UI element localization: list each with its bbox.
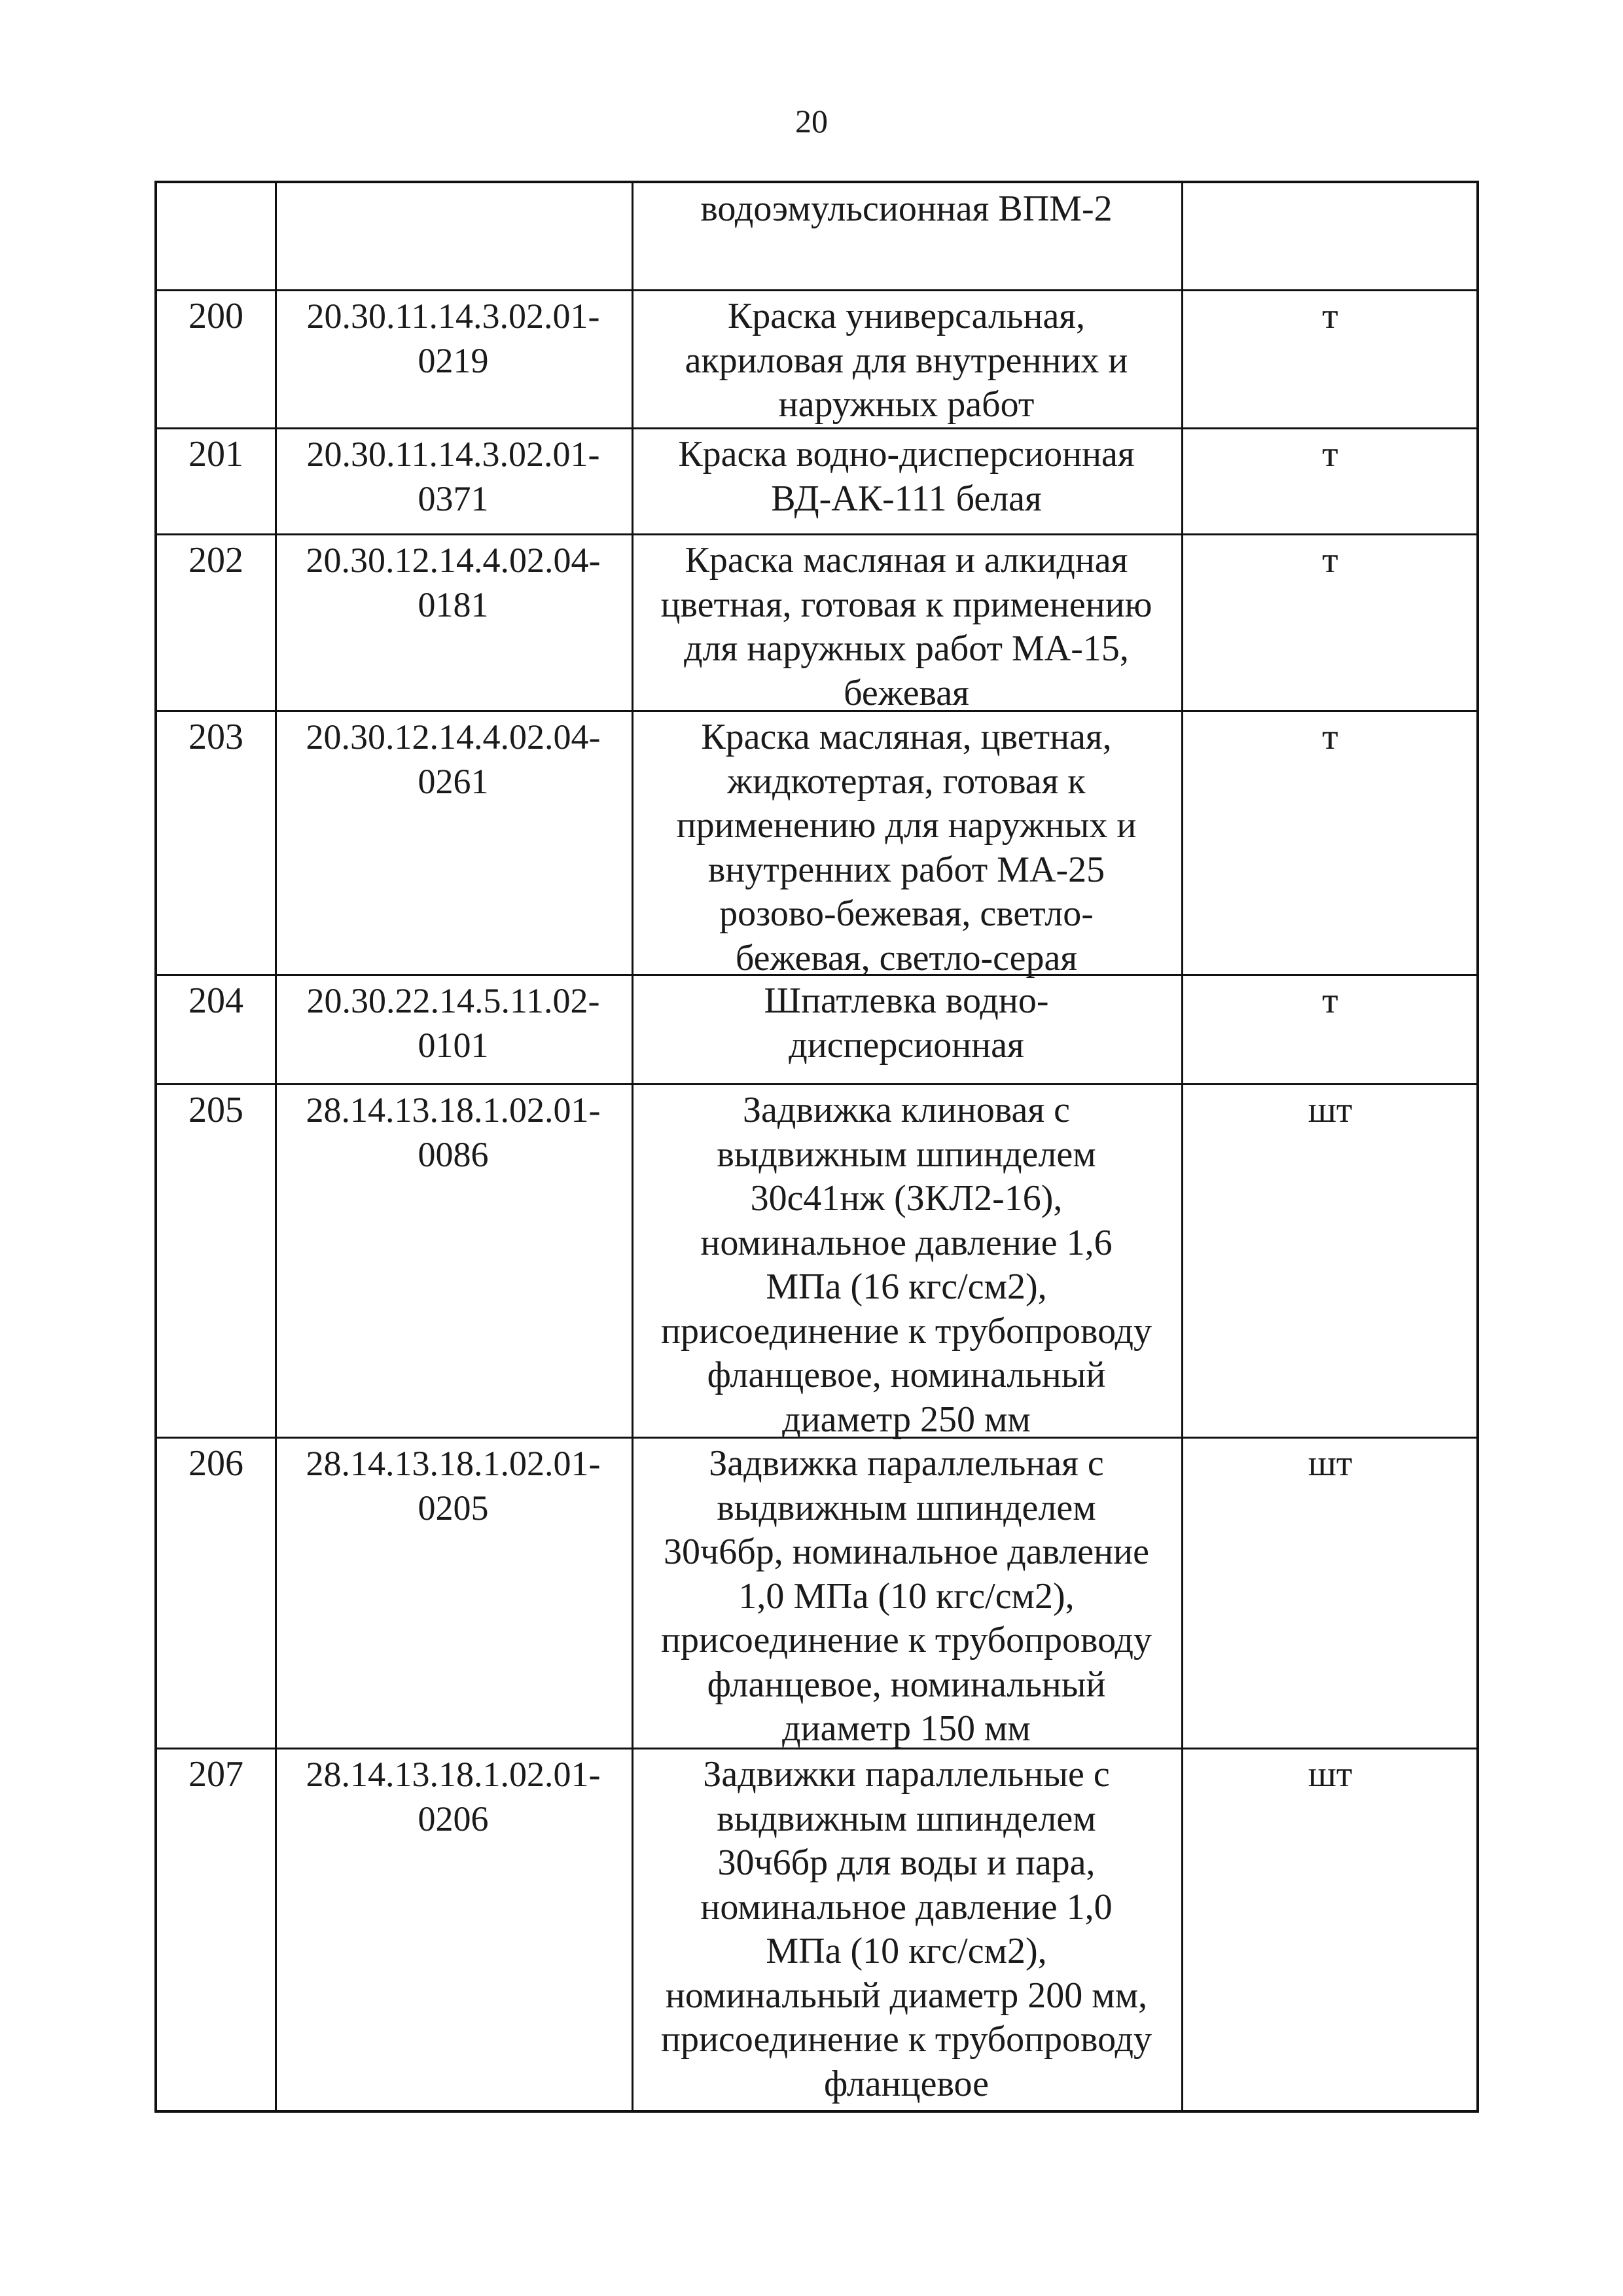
- row-divider: [157, 427, 1476, 429]
- name-line: диаметр 150 мм: [782, 1708, 1031, 1749]
- code-line: 0086: [418, 1134, 489, 1174]
- code-line: 0206: [418, 1799, 489, 1839]
- row-number-cell: [157, 539, 275, 710]
- code-line: 0261: [418, 761, 489, 801]
- unit-cell: [1181, 1088, 1479, 1437]
- name-line: фланцевое, номинальный: [707, 1355, 1106, 1395]
- unit-value: шт: [1308, 1090, 1353, 1130]
- code-cell: [275, 979, 632, 1083]
- row-number-cell: [157, 715, 275, 974]
- row-divider: [157, 289, 1476, 291]
- code-line: 28.14.13.18.1.02.01-: [306, 1444, 601, 1483]
- code-line: 28.14.13.18.1.02.01-: [306, 1090, 601, 1130]
- name-line: розово-бежевая, светло-: [719, 893, 1094, 934]
- code-line: 20.30.22.14.5.11.02-: [306, 981, 600, 1020]
- name-line: выдвижным шпинделем: [717, 1798, 1096, 1839]
- code-line: 20.30.12.14.4.02.04-: [306, 717, 601, 757]
- name-cell: [632, 1753, 1181, 2115]
- row-number: 202: [188, 540, 243, 581]
- name-cell: [632, 433, 1181, 533]
- unit-value: шт: [1308, 1443, 1353, 1484]
- name-line: выдвижным шпинделем: [717, 1487, 1096, 1528]
- name-line: дисперсионная: [789, 1024, 1024, 1066]
- row-number: 204: [188, 980, 243, 1021]
- name-line: МПа (16 кгс/см2),: [766, 1266, 1047, 1307]
- name-line: для наружных работ МА-15,: [684, 628, 1129, 669]
- unit-value: т: [1322, 980, 1338, 1021]
- unit-cell: [1181, 539, 1479, 710]
- name-cell: [632, 1442, 1181, 1748]
- name-line: бежевая: [844, 672, 969, 713]
- name-line: наружных работ: [778, 384, 1035, 425]
- row-number: 205: [188, 1090, 243, 1130]
- unit-value: т: [1322, 434, 1338, 475]
- name-cell: [632, 539, 1181, 713]
- name-line: фланцевое, номинальный: [707, 1664, 1106, 1705]
- row-number-cell: [157, 1088, 275, 1437]
- name-line: присоединение к трубопроводу: [661, 1620, 1152, 1660]
- code-line: 0205: [418, 1488, 489, 1528]
- unit-cell: [1181, 295, 1479, 427]
- unit-cell: [1181, 1442, 1479, 1748]
- materials-table: [154, 181, 1479, 2113]
- name-line: акриловая для внутренних и: [685, 340, 1128, 381]
- name-line: диаметр 250 мм: [782, 1399, 1031, 1440]
- row-divider: [157, 533, 1476, 535]
- name-cell: [632, 979, 1181, 1083]
- name-line: 30ч6бр, номинальное давление: [664, 1532, 1149, 1572]
- code-cell: [275, 295, 632, 427]
- row-number-cell: [157, 1753, 275, 2115]
- code-line: 28.14.13.18.1.02.01-: [306, 1755, 601, 1794]
- name-line: 1,0 МПа (10 кгс/см2),: [738, 1575, 1075, 1617]
- row-number: 206: [188, 1443, 243, 1484]
- unit-cell: [1181, 979, 1479, 1083]
- code-cell: [275, 433, 632, 533]
- name-line: цветная, готовая к применению: [660, 584, 1152, 625]
- code-line: 0101: [418, 1025, 489, 1065]
- unit-value: шт: [1308, 1754, 1353, 1795]
- name-line: Краска масляная, цветная,: [701, 717, 1112, 757]
- code-cell: [275, 1442, 632, 1748]
- unit-cell: [1181, 433, 1479, 533]
- name-line: номинальный диаметр 200 мм,: [665, 1975, 1148, 2016]
- name-line: Задвижки параллельные с: [703, 1754, 1110, 1795]
- name-line: номинальное давление 1,6: [700, 1222, 1113, 1263]
- name-line: Краска водно-дисперсионная: [678, 434, 1135, 475]
- unit-cell: [1181, 1753, 1479, 2115]
- row-number: 207: [188, 1754, 243, 1795]
- code-line: 0371: [418, 478, 489, 518]
- name-line: присоединение к трубопроводу: [661, 1310, 1152, 1352]
- name-line: фланцевое: [823, 2063, 990, 2104]
- code-line: 0219: [418, 340, 489, 380]
- name-line: Краска масляная и алкидная: [685, 540, 1128, 581]
- name-line: жидкотертая, готовая к: [727, 761, 1086, 802]
- row-number-cell: [157, 295, 275, 427]
- page-number: 20: [795, 103, 828, 139]
- row-number: 203: [188, 717, 243, 757]
- name-cell: [632, 295, 1181, 427]
- name-line: Краска универсальная,: [727, 296, 1086, 336]
- name-line: МПа (10 кгс/см2),: [766, 1931, 1047, 1971]
- code-line: 0181: [418, 584, 489, 624]
- name-line: присоединение к трубопроводу: [661, 2019, 1152, 2060]
- name-line: бежевая, светло-серая: [735, 937, 1078, 978]
- row-number: 201: [188, 434, 243, 475]
- code-line: 20.30.12.14.4.02.04-: [306, 541, 601, 580]
- name-line: применению для наружных и: [676, 805, 1137, 846]
- continuation-name-cell: [632, 187, 1181, 232]
- row-number-cell: [157, 1442, 275, 1748]
- name-line: 30с41нж (ЗКЛ2-16),: [750, 1178, 1063, 1219]
- unit-value: т: [1322, 296, 1338, 336]
- name-line: выдвижным шпинделем: [717, 1134, 1096, 1175]
- row-number-cell: [157, 979, 275, 1083]
- code-line: 20.30.11.14.3.02.01-: [306, 435, 600, 474]
- code-cell: [275, 1753, 632, 2115]
- code-cell: [275, 539, 632, 710]
- name-line: внутренних работ МА-25: [707, 849, 1105, 890]
- code-cell: [275, 715, 632, 974]
- name-line: водоэмульсионная ВПМ-2: [700, 188, 1113, 229]
- row-number: 200: [188, 296, 243, 336]
- name-line: Задвижка параллельная с: [709, 1443, 1104, 1484]
- unit-cell: [1181, 715, 1479, 974]
- unit-value: т: [1322, 717, 1338, 757]
- row-divider: [157, 1083, 1476, 1085]
- row-number-cell: [157, 433, 275, 533]
- code-line: 20.30.11.14.3.02.01-: [306, 296, 600, 336]
- name-line: номинальное давление 1,0: [700, 1886, 1113, 1928]
- name-line: Задвижка клиновая с: [743, 1090, 1070, 1130]
- name-line: Шпатлевка водно-: [764, 980, 1049, 1021]
- name-cell: [632, 1088, 1181, 1440]
- unit-value: т: [1322, 540, 1338, 581]
- name-line: 30ч6бр для воды и пара,: [717, 1842, 1096, 1883]
- name-cell: [632, 715, 1181, 978]
- name-line: ВД-АК-111 белая: [771, 478, 1042, 519]
- code-cell: [275, 1088, 632, 1437]
